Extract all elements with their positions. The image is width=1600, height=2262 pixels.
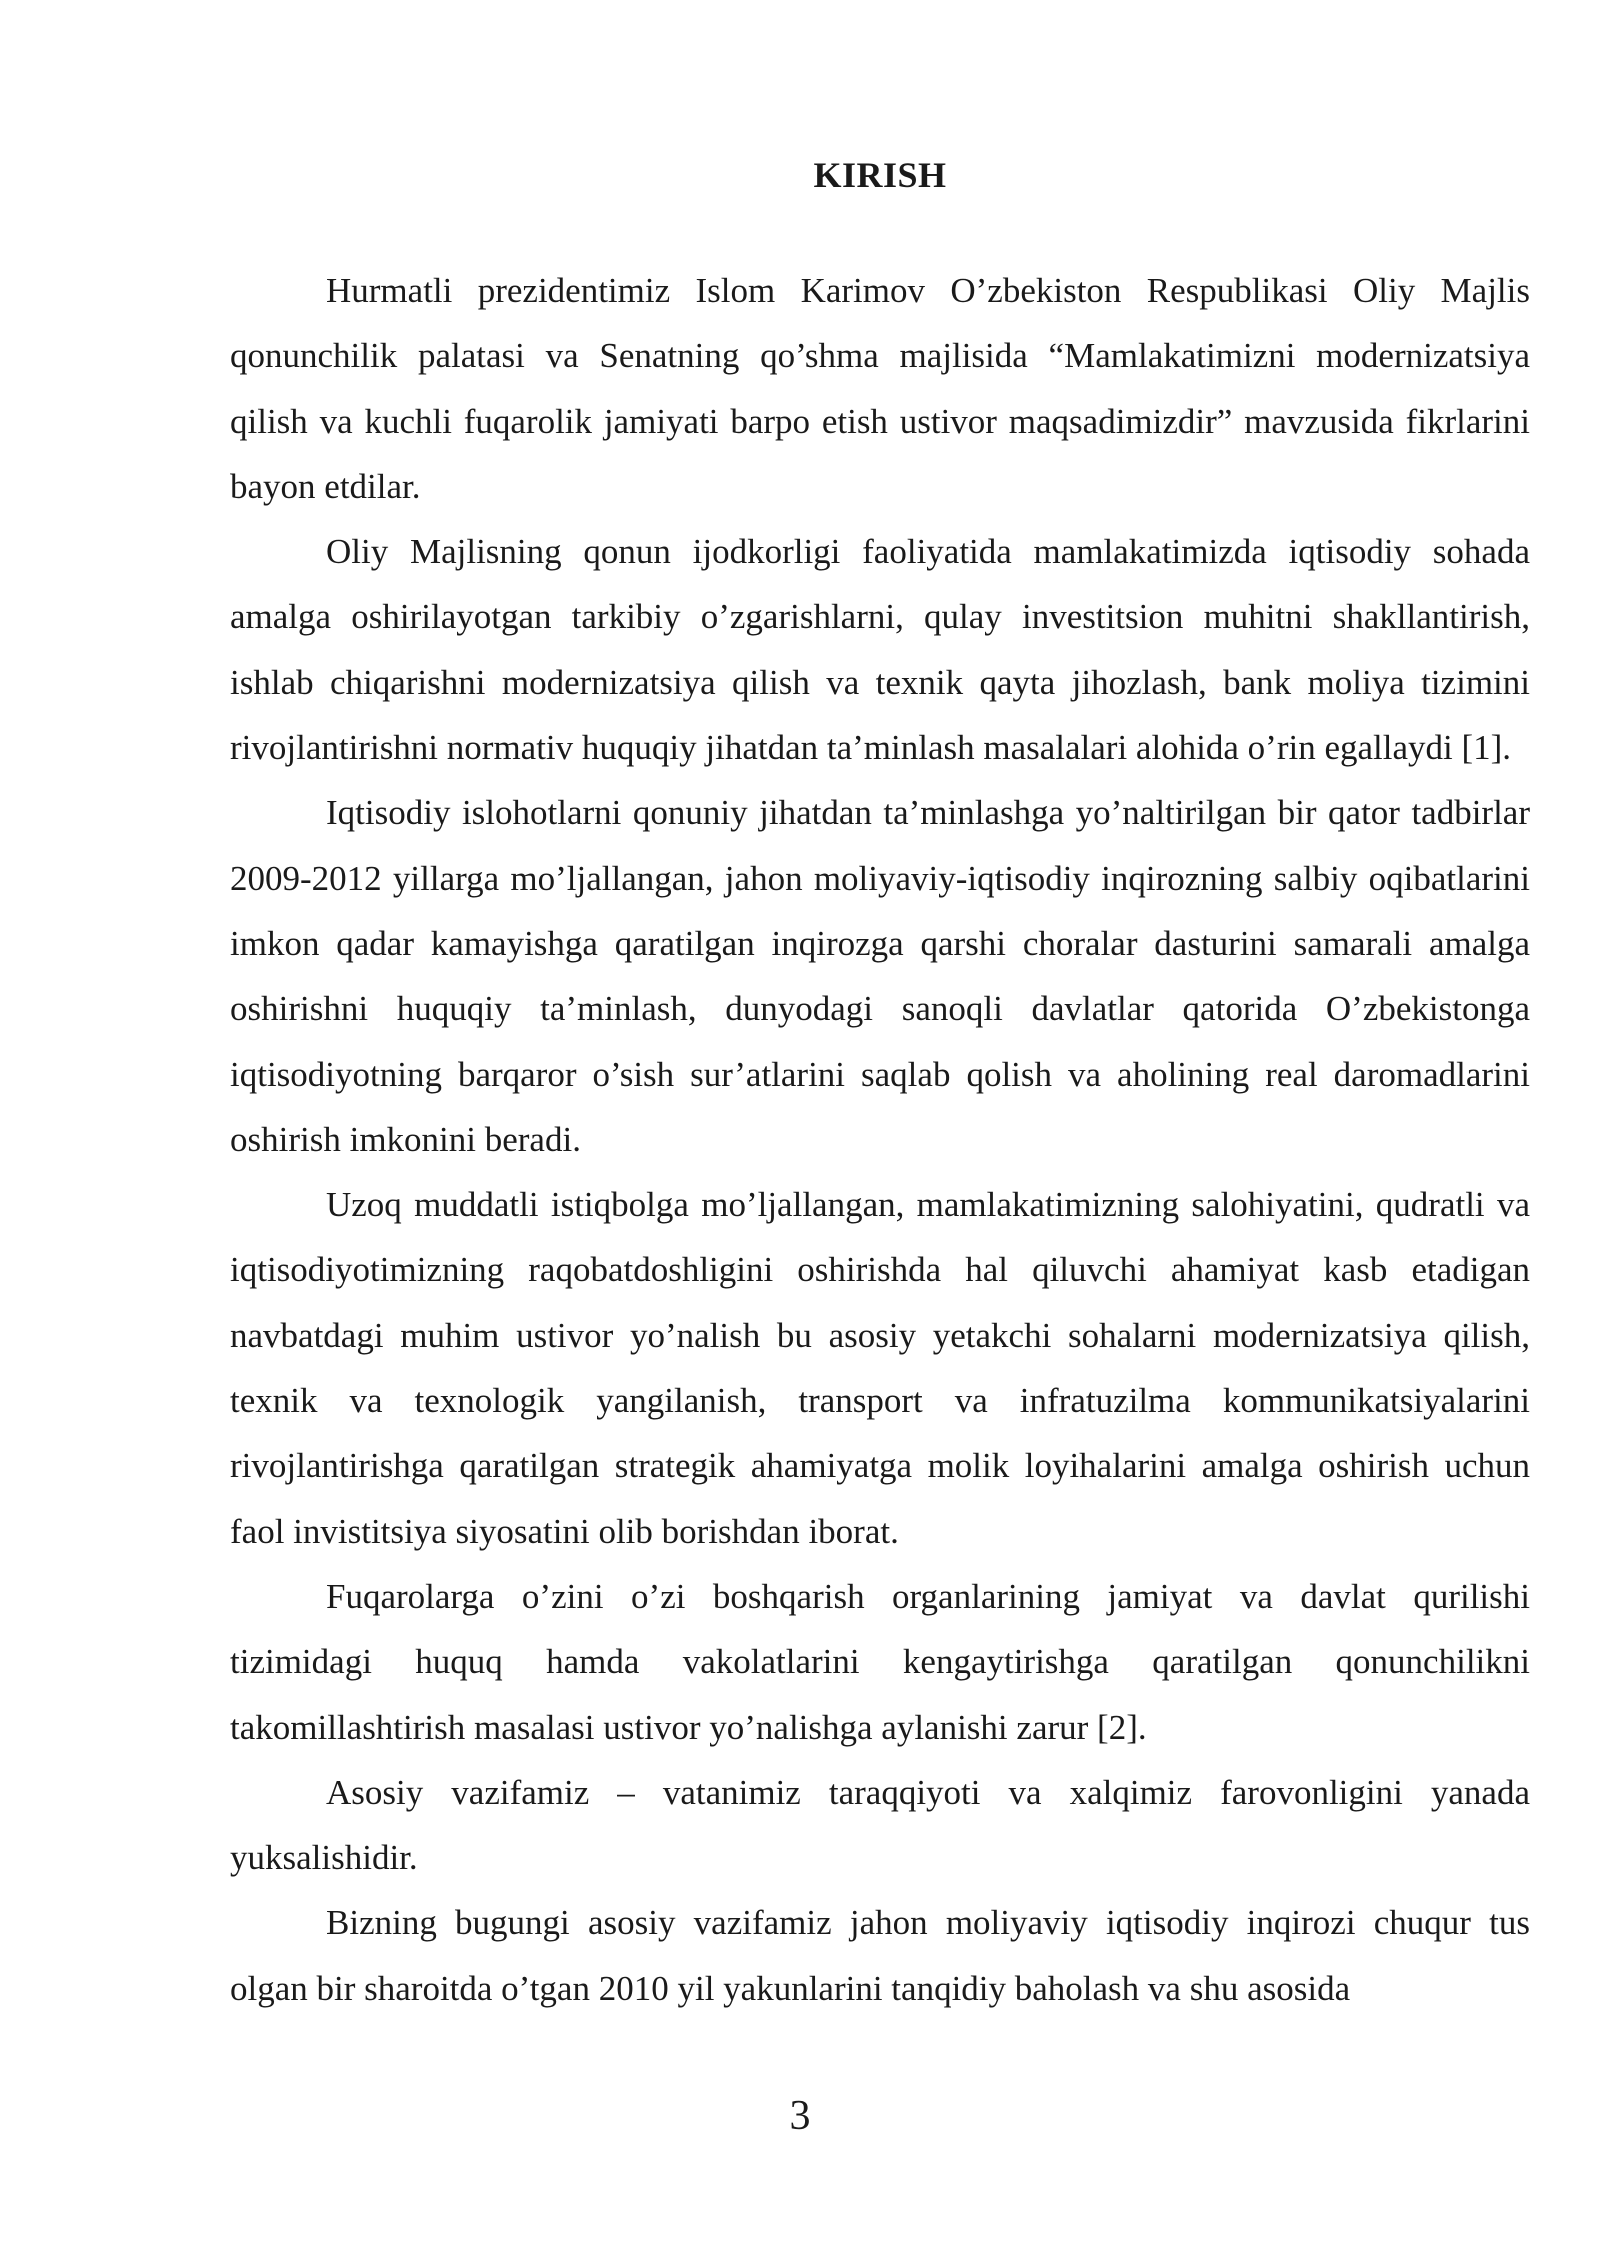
page-title: KIRISH bbox=[813, 155, 947, 195]
paragraph-1: Hurmatli prezidentimiz Islom Karimov O’zbekiston Respublikasi Oliy Majlis qonunchilik palatasi va Senatning qo’shma majlisida “Mamlakatimizni modernizatsiya qilish va kuchli fuqarolik jamiyati barpo etish ustivor maqsadimizdir” mavzusida fikrlarini bayon etdilar. bbox=[230, 271, 1530, 506]
paragraph-5: Fuqarolarga o’zini o’zi boshqarish organlarining jamiyat va davlat qurilishi tizimidagi huquq hamda vakolatlarini kengaytirishga qaratilgan qonunchilikni takomillashtirish masalasi ustivor yo’nalishga aylanishi zarur [2]. bbox=[230, 1576, 1530, 1747]
paragraph-3: Iqtisodiy islohotlarni qonuniy jihatdan ta’minlashga yo’naltirilgan bir qator tadbirlar 2009-2012 yillarga mo’ljallangan, jahon moliyaviy-iqtisodiy inqirozning salbiy oqibatlarini imkon qadar kamayishga qaratilgan inqirozga qarshi choralar dasturini samarali amalga oshirishni huquqiy ta’minlash, dunyodagi sanoqli davlatlar qatorida O’zbekistonga iqtisodiyotning barqaror o’sish sur’atlarini saqlab qolish va aholining real daromadlarini oshirish imkonini beradi. bbox=[230, 793, 1530, 1159]
paragraph-6: Asosiy vazifamiz – vatanimiz taraqqiyoti va xalqimiz farovonligini yanada yuksalishidir. bbox=[230, 1772, 1530, 1878]
paragraph-4: Uzoq muddatli istiqbolga mo’ljallangan, mamlakatimizning salohiyatini, qudratli va iqtisodiyotimizning raqobatdoshligini oshirishda hal qiluvchi ahamiyat kasb etadigan navbatdagi muhim ustivor yo’nalish bu asosiy yetakchi sohalarni modernizatsiya qilish, texnik va texnologik yangilanish, transport va infratuzilma kommunikatsiyalarini rivojlantirishga qaratilgan strategik ahamiyatga molik loyihalarini amalga oshirish uchun faol invistitsiya siyosatini olib borishdan iborat. bbox=[230, 1185, 1530, 1551]
document-body bbox=[230, 258, 1530, 2021]
paragraph-2: Oliy Majlisning qonun ijodkorligi faoliyatida mamlakatimizda iqtisodiy sohada amalga oshirilayotgan tarkibiy o’zgarishlarni, qulay investitsion muhitni shakllantirish, ishlab chiqarishni modernizatsiya qilish va texnik qayta jihozlash, bank moliya tizimini rivojlantirishni normativ huquqiy jihatdan ta’minlash masalalari alohida o’rin egallaydi [1]. bbox=[230, 532, 1530, 768]
paragraph-7: Bizning bugungi asosiy vazifamiz jahon moliyaviy iqtisodiy inqirozi chuqur tus olgan bir sharoitda o’tgan 2010 yil yakunlarini tanqidiy baholash va shu asosida bbox=[230, 1903, 1530, 2008]
page-number: 3 bbox=[789, 2093, 811, 2139]
